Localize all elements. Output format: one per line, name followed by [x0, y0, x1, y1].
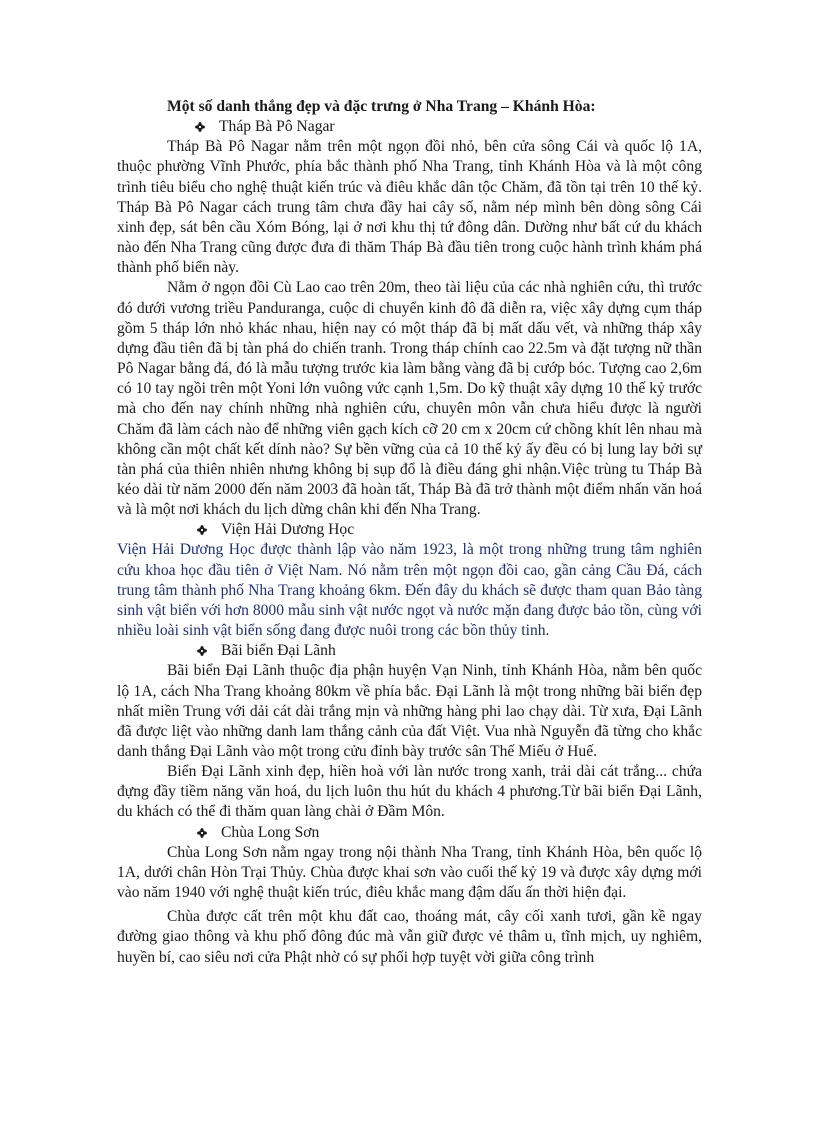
section-heading-label: Tháp Bà Pô Nagar: [219, 118, 335, 136]
flower-bullet-icon: [197, 525, 207, 535]
document-body: [117, 97, 702, 968]
section-heading-label: Chùa Long Sơn: [221, 823, 320, 841]
section-heading-vien-hai-duong-hoc: [117, 520, 702, 540]
paragraph: Viện Hải Dương Học được thành lập vào năm 1923, là một trong những trung tâm nghiên cứu khoa học đầu tiên ở Việt Nam. Nó nằm trên một ngọn đồi cao, gần cảng Cầu Đá, cách trung tâm thành phố Nha Trang khoảng 6km. Đến đây du khách sẽ được tham quan Bảo tàng sinh vật biển với hơn 8000 mẫu sinh vật nước ngọt và nước mặn đang được bảo tồn, cùng với nhiều loài sinh vật biển sống đang được nuôi trong các bồn thủy tinh.: [117, 541, 702, 640]
paragraph: Chùa Long Sơn nằm ngay trong nội thành Nha Trang, tỉnh Khánh Hòa, bên quốc lộ 1A, dưới chân Hòn Trại Thủy. Chùa được khai sơn vào cuối thế kỷ 19 và được xây dựng mới vào năm 1940 với nghệ thuật kiến trúc, điêu khắc mang đậm dấu ấn thời hiện đại.: [117, 843, 702, 902]
section-heading-label: Viện Hải Dương Học: [221, 521, 355, 539]
paragraph: Tháp Bà Pô Nagar nằm trên một ngọn đồi nhỏ, bên cửa sông Cái và quốc lộ 1A, thuộc phường Vĩnh Phước, phía bắc thành phố Nha Trang, tỉnh Khánh Hòa và là một công trình tiêu biểu cho nghệ thuật kiến trúc và điêu khắc dân tộc Chăm, đã tồn tại trên 10 thế kỷ. Tháp Bà Pô Nagar cách trung tâm chưa đầy hai cây số, nằm nép mình bên dòng sông Cái xinh đẹp, sát bên cầu Xóm Bóng, lại ở nơi khu thị tứ đông dân. Dường như bất cứ du khách nào đến Nha Trang cũng được đưa đi thăm Tháp Bà đầu tiên trong cuộc hành trình khám phá thành phố biển này.: [117, 138, 702, 277]
section-heading-label: Bãi biển Đại Lãnh: [221, 642, 336, 660]
document-title: Một số danh thắng đẹp và đặc trưng ở Nha Trang – Khánh Hòa:: [167, 98, 596, 115]
paragraph: Biển Đại Lãnh xinh đẹp, hiền hoà với làn nước trong xanh, trải dài cát trắng... chứa đựng đầy tiềm năng văn hoá, du lịch luôn thu hút du khách 4 phương.Từ bãi biển Đại Lãnh, du khách có thể đi thăm quan làng chài ở Đầm Môn.: [117, 763, 702, 821]
section-heading-chua-long-son: [117, 823, 702, 843]
paragraph: Chùa được cất trên một khu đất cao, thoáng mát, cây cối xanh tươi, gần kề ngay đường giao thông và khu phố đông đúc mà vẫn giữ được vẻ thâm u, tĩnh mịch, uy nghiêm, huyền bí, cao siêu nơi cửa Phật nhờ có sự phối hợp tuyệt vời giữa công trình: [117, 908, 702, 966]
paragraph: Nằm ở ngọn đồi Cù Lao cao trên 20m, theo tài liệu của các nhà nghiên cứu, thì trước đó dưới vương triều Panduranga, cuộc di chuyển kinh đô đã diễn ra, việc xây dựng cụm tháp gồm 5 tháp lớn nhỏ khác nhau, hiện nay có một tháp đã bị mất dấu vết, và những tháp xây dựng đầu tiên đã bị tàn phá do chiến tranh. Trong tháp chính cao 22.5m và đặt tượng nữ thần Pô Nagar bằng đá, đó là mẫu tượng trước kia làm bằng vàng đã bị cướp bóc. Tượng cao 2,6m có 10 tay ngồi trên một Yoni lớn vuông vức cạnh 1,5m. Do kỹ thuật xây dựng 10 thế kỷ trước mà cho đến nay chính những nhà nghiên cứu, chuyên môn vẫn chưa hiểu được là người Chăm đã làm cách nào để những viên gạch kích cỡ 20 cm x 20cm cứ chồng khít lên nhau mà không cần một chất kết dính nào? Sự bền vững của cả 10 thế kỷ ấy đều có bị lung lay bởi sự tàn phá của thiên nhiên nhưng không bị sụp đổ là điều đáng ghi nhận.Việc trùng tu Tháp Bà kéo dài từ năm 2000 đến năm 2003 đã hoàn tất, Tháp Bà đã trở thành một điểm nhấn văn hoá và là một nơi khách du lịch dừng chân khi đến Nha Trang.: [117, 279, 702, 519]
paragraph: Bãi biển Đại Lãnh thuộc địa phận huyện Vạn Ninh, tỉnh Khánh Hòa, nằm bên quốc lộ 1A, cách Nha Trang khoảng 80km về phía bắc. Đại Lãnh là một trong những bãi biển đẹp nhất miền Trung với dải cát dài trắng mịn và những hàng phi lao chạy dài. Từ xưa, Đại Lãnh đã được liệt vào những danh lam thắng cảnh của đất Việt. Vua nhà Nguyễn đã từng cho khắc danh thắng Đại Lãnh vào một trong cửu đỉnh bày trước sân Thế Miếu ở Huế.: [117, 662, 702, 760]
flower-bullet-icon: [195, 122, 205, 132]
flower-bullet-icon: [197, 646, 207, 656]
flower-bullet-icon: [197, 828, 207, 838]
section-heading-bai-bien-dai-lanh: [117, 641, 702, 661]
section-heading-thap-ba: [117, 117, 702, 137]
